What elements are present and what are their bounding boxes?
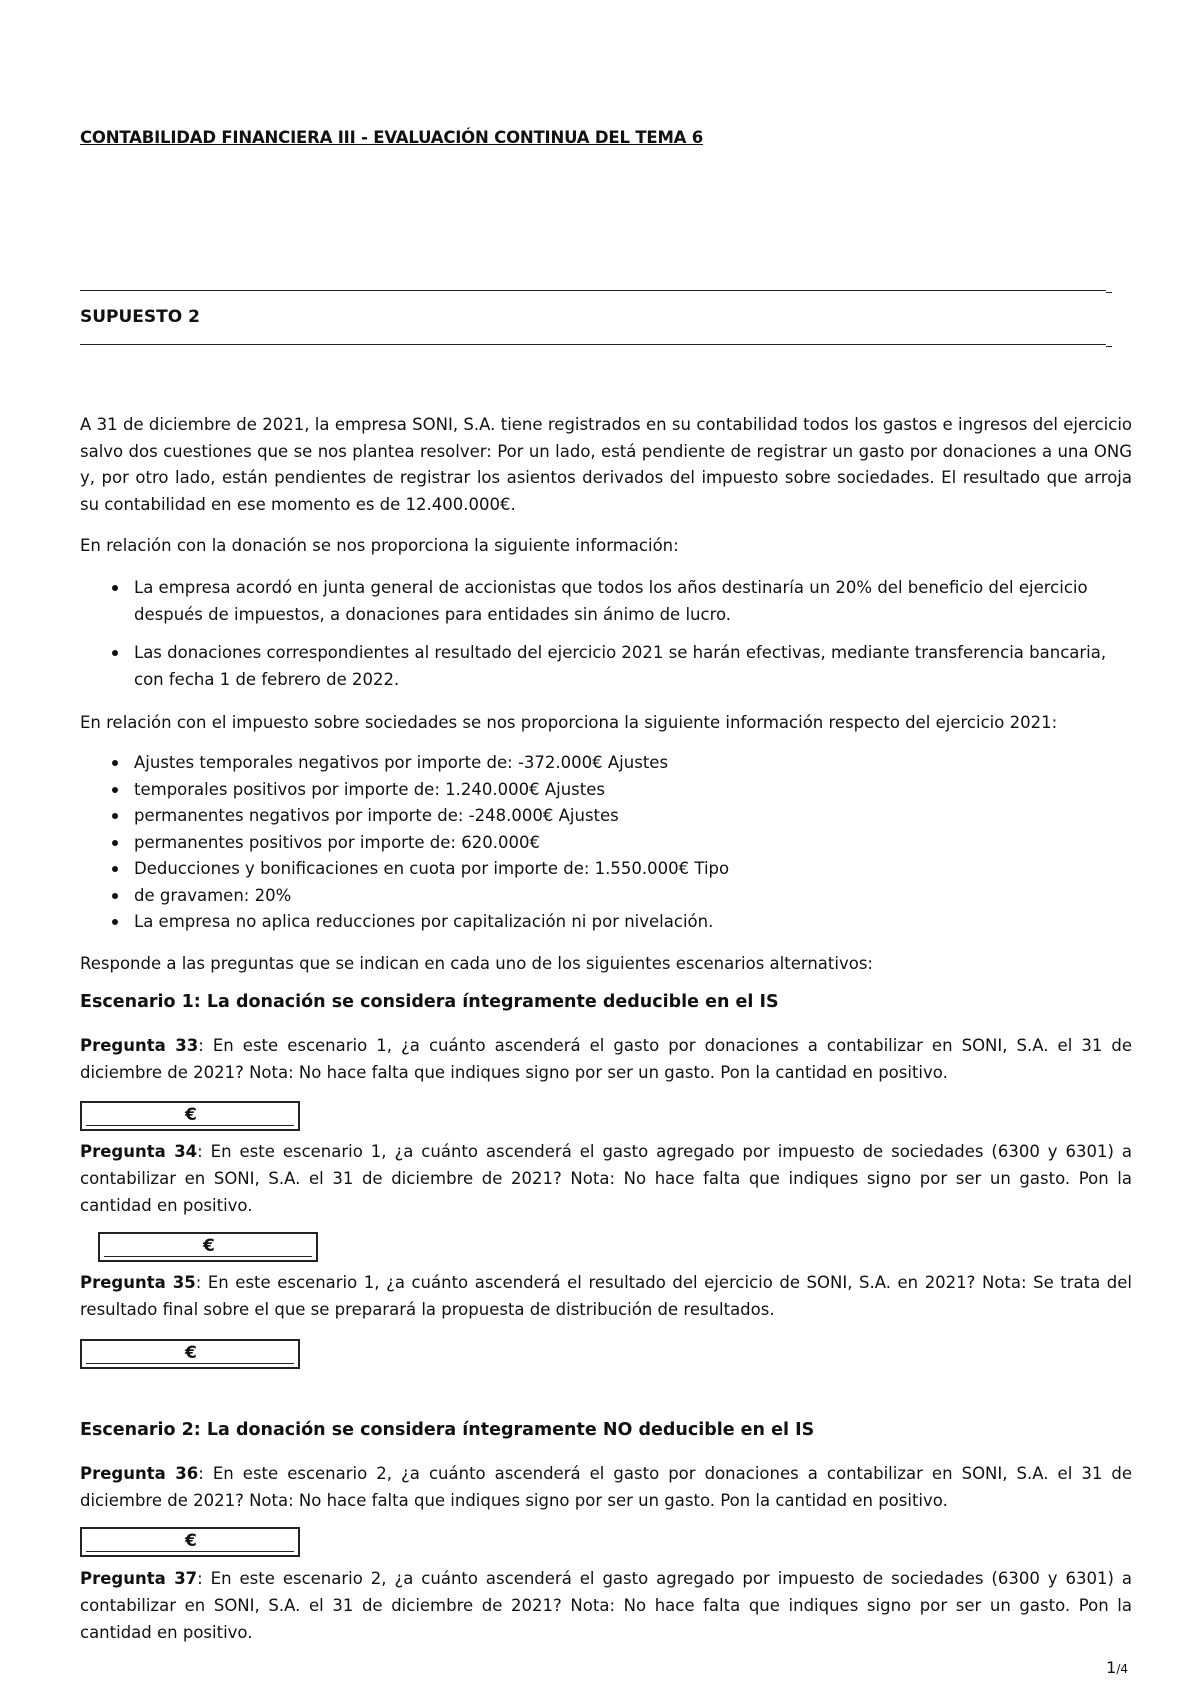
answer-underline (86, 1363, 294, 1364)
page-number (1106, 1658, 1128, 1677)
list-item: La empresa no aplica reducciones por capitalización ni por nivelación. (80, 909, 980, 936)
question-37 (80, 1565, 1132, 1646)
scenario-2-heading: Escenario 2: La donación se considera íntegramente NO deducible en el IS (80, 1420, 815, 1440)
question-text: : En este escenario 1, ¿a cuánto ascenderá el gasto por donaciones a contabilizar en SONI, S.A. el 31 de diciembre de 2021? Nota: No hace falta que indiques signo por ser un gasto. Pon la cantidad en positivo. (80, 1036, 1133, 1082)
donation-intro: En relación con la donación se nos proporciona la siguiente información: (80, 536, 679, 555)
answer-underline (104, 1256, 312, 1257)
respond-text: Responde a las preguntas que se indican en cada uno de los siguientes escenarios alternativos: (80, 954, 873, 973)
answer-box-34[interactable] (98, 1232, 318, 1262)
list-item: permanentes positivos por importe de: 620.000€ (80, 830, 980, 857)
scenario-1-heading: Escenario 1: La donación se considera íntegramente deducible en el IS (80, 992, 779, 1012)
top-rule (80, 290, 1106, 291)
question-label: Pregunta 34 (80, 1142, 198, 1161)
question-34 (80, 1138, 1132, 1219)
euro-symbol: € (185, 1531, 197, 1551)
page-current: 1 (1106, 1658, 1117, 1677)
answer-underline (86, 1551, 294, 1552)
tax-intro: En relación con el impuesto sobre sociedades se nos proporciona la siguiente información respecto del ejercicio 2021: (80, 713, 1058, 732)
answer-box-33[interactable] (80, 1101, 300, 1131)
question-label: Pregunta 37 (80, 1569, 198, 1588)
question-label: Pregunta 36 (80, 1464, 199, 1483)
document-title: CONTABILIDAD FINANCIERA III - EVALUACIÓN CONTINUA DEL TEMA 6 (80, 128, 704, 147)
question-text: : En este escenario 1, ¿a cuánto ascenderá el gasto agregado por impuesto de sociedades (6300 y 6301) a contabilizar en SONI, S.A. el 31 de diciembre de 2021? Nota: No hace falta que indiques signo por ser un gasto. Pon la cantidad en positivo. (80, 1142, 1132, 1215)
list-item: Ajustes temporales negativos por importe de: -372.000€ Ajustes (80, 750, 980, 777)
question-35 (80, 1269, 1132, 1323)
list-item: permanentes negativos por importe de: -248.000€ Ajustes (80, 803, 980, 830)
question-36 (80, 1460, 1132, 1514)
question-label: Pregunta 33 (80, 1036, 199, 1055)
question-33 (80, 1032, 1132, 1086)
top-rule-end (1106, 292, 1112, 293)
list-item: La empresa acordó en junta general de accionistas que todos los años destinaría un 20% del beneficio del ejercicio después de impuestos, a donaciones para entidades sin ánimo de lucro. (80, 575, 1140, 628)
intro-paragraph: A 31 de diciembre de 2021, la empresa SONI, S.A. tiene registrados en su contabilidad todos los gastos e ingresos del ejercicio salvo dos cuestiones que se nos plantea resolver: Por un lado, está pendiente de registrar un gasto por donaciones a una ONG y, por otro lado, están pendientes de registrar los asientos derivados del impuesto sobre sociedades. El resultado que arroja su contabilidad en ese momento es de 12.400.000€. (80, 415, 1132, 514)
question-text: : En este escenario 1, ¿a cuánto ascenderá el resultado del ejercicio de SONI, S.A. en 2021? Nota: Se trata del resultado final sobre el que se preparará la propuesta de distribución de resultados. (80, 1273, 1132, 1319)
euro-symbol: € (185, 1343, 197, 1363)
page-total: /4 (1116, 1662, 1128, 1676)
answer-box-36[interactable] (80, 1527, 300, 1557)
list-item: de gravamen: 20% (80, 883, 980, 910)
bottom-rule (80, 344, 1106, 345)
section-heading: SUPUESTO 2 (80, 307, 200, 327)
answer-box-35[interactable] (80, 1339, 300, 1369)
donation-list (80, 575, 1140, 693)
question-text: : En este escenario 2, ¿a cuánto ascenderá el gasto agregado por impuesto de sociedades (6300 y 6301) a contabilizar en SONI, S.A. el 31 de diciembre de 2021? Nota: No hace falta que indiques signo por ser un gasto. Pon la cantidad en positivo. (80, 1569, 1132, 1642)
question-text: : En este escenario 2, ¿a cuánto ascenderá el gasto por donaciones a contabilizar en SONI, S.A. el 31 de diciembre de 2021? Nota: No hace falta que indiques signo por ser un gasto. Pon la cantidad en positivo. (80, 1464, 1133, 1510)
list-item: temporales positivos por importe de: 1.240.000€ Ajustes (80, 777, 980, 804)
list-item: Las donaciones correspondientes al resultado del ejercicio 2021 se harán efectivas, mediante transferencia bancaria, con fecha 1 de febrero de 2022. (80, 640, 1140, 693)
euro-symbol: € (185, 1105, 197, 1125)
euro-symbol: € (203, 1236, 215, 1256)
tax-list (80, 750, 980, 936)
answer-underline (86, 1125, 294, 1126)
list-item: Deducciones y bonificaciones en cuota por importe de: 1.550.000€ Tipo (80, 856, 980, 883)
question-label: Pregunta 35 (80, 1273, 196, 1292)
bottom-rule-end (1106, 346, 1112, 347)
